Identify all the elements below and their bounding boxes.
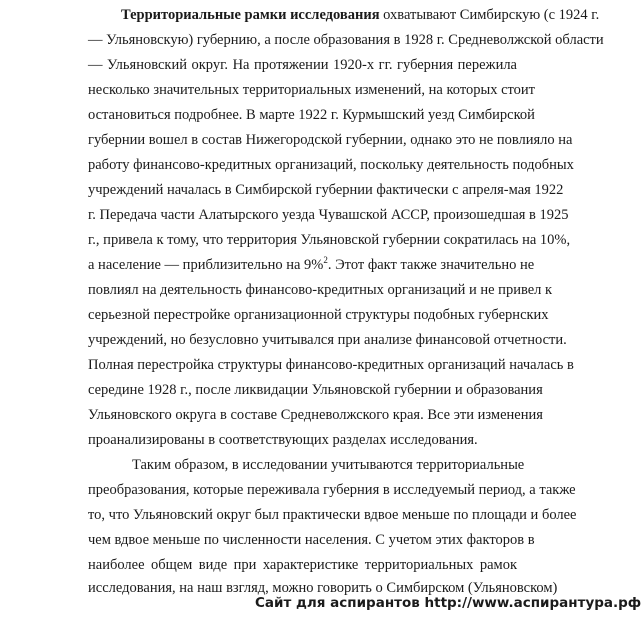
line-text: учреждений началась в Симбирской губернии фактически с апреля-мая 1922 [88, 182, 564, 198]
line-text: Таким образом, в исследовании учитываются территориальные [132, 457, 525, 473]
text-line-8 [88, 178, 564, 203]
line-text: работу финансово-кредитных организаций, поскольку деятельность подобных [88, 157, 574, 173]
section-heading: Территориальные рамки исследования [121, 7, 380, 23]
text-line-7 [88, 153, 574, 178]
text-line-14 [88, 328, 567, 353]
line-text: чем вдвое меньше по численности населения. С учетом этих факторов в [88, 532, 535, 548]
text-line-16 [88, 378, 543, 403]
line-text: наиболее общем виде при характеристике территориальных рамок [88, 557, 517, 573]
text-line-20 [88, 478, 576, 503]
text-line-15 [88, 353, 574, 378]
text-line-13 [88, 303, 549, 328]
text-line-18 [88, 428, 517, 453]
line-text: проанализированы в соответствующих разделах исследования. [88, 432, 478, 448]
text-line-6 [88, 128, 573, 153]
text-line-10 [88, 228, 571, 253]
line-text: — Ульяновский округ. На протяжении 1920-х гг. губерния пережила [88, 57, 517, 73]
text-line-11 [88, 253, 535, 278]
text-line-1 [121, 3, 600, 28]
line-text: серьезной перестройке организационной структуры подобных губернских [88, 307, 549, 323]
line-text: преобразования, которые переживала губерния в исследуемый период, а также [88, 482, 576, 498]
line-text: исследования, на наш взгляд, можно говорить о Симбирском (Ульяновском) [88, 580, 558, 596]
line-text: а население — приблизительно на 9% [88, 257, 324, 273]
text-line-22 [88, 528, 535, 553]
line-text: г., привела к тому, что территория Ульяновской губернии сократилась на 10%, [88, 232, 571, 248]
line-text: то, что Ульяновский округ был практически вдвое меньше по площади и более [88, 507, 577, 523]
text-line-5 [88, 103, 535, 128]
line-text: . Этот факт также значительно не [327, 257, 535, 273]
footnote-marker: 2 [323, 255, 328, 266]
text-line-12 [88, 278, 553, 303]
text-line-23 [88, 553, 517, 578]
line-text: — Ульяновскую) губернию, а после образования в 1928 г. Средневолжской области [88, 32, 604, 48]
site-watermark: Сайт для аспирантов http://www.аспирантура.рф [255, 595, 641, 611]
text-line-2 [88, 28, 604, 53]
line-text: губернии вошел в состав Нижегородской губернии, однако это не повлияло на [88, 132, 573, 148]
line-text: Полная перестройка структуры финансово-кредитных организаций началась в [88, 357, 574, 373]
text-line-19 [132, 453, 525, 478]
line-text: г. Передача части Алатырского уезда Чувашской АССР, произошедшая в 1925 [88, 207, 569, 223]
text-line-4 [88, 78, 536, 103]
line-text: середине 1928 г., после ликвидации Ульяновской губернии и образования [88, 382, 543, 398]
text-line-9 [88, 203, 569, 228]
line-text: несколько значительных территориальных изменений, на которых стоит [88, 82, 536, 98]
line-text: повлиял на деятельность финансово-кредитных организаций и не привел к [88, 282, 553, 298]
text-line-21 [88, 503, 577, 528]
text-line-3 [88, 53, 517, 78]
line-text: остановиться подробнее. В марте 1922 г. Курмышский уезд Симбирской [88, 107, 535, 123]
text-line-17 [88, 403, 543, 428]
line-text: учреждений, но безусловно учитывался при анализе финансовой отчетности. [88, 332, 567, 348]
line-text: охватывают Симбирскую (с 1924 г. [379, 7, 600, 23]
line-text: Ульяновского округа в составе Средневолжского края. Все эти изменения [88, 407, 543, 423]
